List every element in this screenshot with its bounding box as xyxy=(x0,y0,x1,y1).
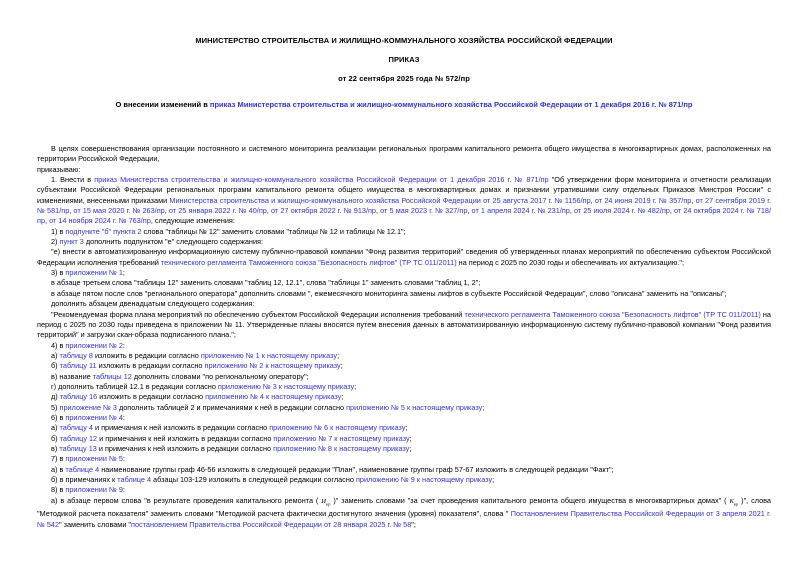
text-run: , следующие изменения: xyxy=(150,216,235,226)
text-run: )" заменить словами "за счет проведения капитального ремонта общего имущества в многоквартирных домах" ( xyxy=(330,495,730,505)
document-link[interactable]: таблицу 8 xyxy=(59,350,93,360)
text-run: 4) в xyxy=(51,340,66,350)
text-run: в) xyxy=(51,443,60,453)
paragraph xyxy=(37,237,771,247)
paragraph xyxy=(37,454,771,464)
text-run: на период с 2025 по 2030 годы и обеспечивать их актуализацию."; xyxy=(456,257,684,267)
document-link[interactable]: от 25 января 2022 г. № 40/пр xyxy=(168,206,267,216)
text-run: б) xyxy=(51,433,60,443)
document-link[interactable]: от 24 октября 2024 г. № 718/пр xyxy=(37,206,771,226)
paragraph xyxy=(37,372,771,382)
document-link[interactable]: приложению № 1 к настоящему приказу xyxy=(200,350,338,360)
text-run: в) название xyxy=(51,371,93,381)
paragraph xyxy=(37,299,771,309)
document-link[interactable]: Постановлением Правительства Российской Федерации от 3 апреля 2021 г. № 542 xyxy=(37,509,771,529)
paragraph xyxy=(37,247,771,268)
text-run: , xyxy=(569,206,574,216)
text-run: "е) внести в автоматизированную информационную систему публично-правовой компании "Фонд развития территорий" сведения об утвержденных планах мероприятий по обеспечению субъектом Российской Федерации исполнения требований xyxy=(37,247,771,267)
document-link[interactable]: от 14 ноября 2024 г. № 763/пр xyxy=(49,216,151,226)
document-link[interactable]: таблицы 12 xyxy=(92,371,132,381)
paragraph xyxy=(37,351,771,361)
text-run: 1) в xyxy=(51,226,66,236)
text-run: д) xyxy=(51,392,60,402)
text-run: "Рекомендуемая форма плана мероприятий по обеспечению субъектом Российской Федерации исполнения требований xyxy=(51,309,465,319)
text-run: изложить в редакции согласно xyxy=(96,361,205,371)
paragraph xyxy=(37,403,771,413)
text-run: В целях совершенствования организации постоянного и системного мониторинга реализации региональных программ капитального ремонта общего имущества в многоквартирных домах, расположенных на территории Российской Федерации, xyxy=(37,144,771,164)
paragraph xyxy=(37,434,771,444)
document-link[interactable]: приложению № 4 к настоящему приказу xyxy=(205,392,342,402)
text-run: дополнить таблицей 2 и примечаниями к ней в редакции согласно xyxy=(116,402,347,412)
text-run: : xyxy=(122,485,125,495)
text-run: " заменить словами " xyxy=(59,519,132,529)
text-run: в абзаце третьем слова "таблицы 12" заменить словами "таблиц 12, 12.1", слова "таблицы 1" заменить словами "таблиц 1, 2"; xyxy=(51,278,481,288)
document-link[interactable]: таблице 4 xyxy=(65,464,100,474)
text-run: О внесении изменений в xyxy=(115,100,210,109)
document-link[interactable]: от 25 июля 2024 г. № 482/пр xyxy=(574,206,670,216)
text-run: ; xyxy=(337,350,340,360)
document-link[interactable]: от 24 июня 2019 г. № 357/пр xyxy=(594,195,692,205)
text-run: , xyxy=(590,195,595,205)
document-link[interactable]: приложении № 2 xyxy=(65,340,123,350)
text-run: , xyxy=(164,206,169,216)
text-run: , xyxy=(669,206,675,216)
document-link[interactable]: таблицу 11 xyxy=(59,361,97,371)
inline-formula: $К_{кр}$ xyxy=(729,497,739,506)
text-run: 2) xyxy=(51,237,60,247)
paragraph xyxy=(37,444,771,454)
document-link[interactable]: приложению № 7 к настоящему приказу xyxy=(273,433,410,443)
paragraph xyxy=(37,413,771,423)
text-run: приказываю: xyxy=(37,164,81,174)
document-link[interactable]: постановлением Правительства Российской Федерации от 28 января 2025 г. № 58 xyxy=(131,519,412,529)
text-run: б) в примечаниях к xyxy=(51,475,118,484)
text-run: ; xyxy=(492,475,495,484)
text-run: 8) в xyxy=(51,485,66,495)
text-run: )", слова "Методикой расчета показателя" заменить словами "Методикой расчета фактически достигнутого значения (уровня) показателя", слова " xyxy=(37,495,771,519)
document-link[interactable]: приложении № 4 xyxy=(65,412,123,422)
paragraph xyxy=(37,341,771,351)
text-run: абзацы 103-129 изложить в следующей редакции согласно xyxy=(151,475,356,484)
text-run: изложить в редакции согласно xyxy=(92,350,201,360)
text-run: на период с 2025 по 2030 годы приведена в приложении № 11. Утвержденные планы вносятся путем внесения данных в автоматизированную информационную систему публично-правовой компании "Фонд развития территорий" и загрузки скан-образа подписанного плана."; xyxy=(37,309,771,340)
text-run: , xyxy=(266,206,271,216)
document-link[interactable]: приложении № 1 xyxy=(65,268,123,278)
paragraph xyxy=(37,423,771,433)
text-run: и примечания к ней изложить в редакции согласно xyxy=(92,423,270,433)
document-body xyxy=(37,144,771,530)
paragraph xyxy=(37,310,771,341)
document-link[interactable]: таблицу 4 xyxy=(59,423,93,433)
document-link[interactable]: пункт 3 xyxy=(59,237,84,247)
document-type-heading: ПРИКАЗ xyxy=(388,55,420,64)
text-run: г) дополнить таблицей 12.1 в редакции согласно xyxy=(51,381,218,391)
paragraph xyxy=(37,227,771,237)
document-link[interactable]: приложении № 9 xyxy=(65,485,123,495)
text-run: дополнить абзацем двенадцатым следующего содержания: xyxy=(51,299,255,309)
inline-formula: $И_{кр}$ xyxy=(321,497,331,506)
text-run: "Об утверждении форм мониторинга и отчетности реализации субъектами Российской Федерации региональных программ капитального ремонта общего имущества в многоквартирных домах и признании утратившими силу отдельных Приказов Минстроя России" с изменениями, внесенными приказами xyxy=(37,175,771,205)
paragraph xyxy=(37,278,771,288)
paragraph xyxy=(37,361,771,371)
text-run: ; xyxy=(122,268,125,278)
text-run: а) в xyxy=(51,464,66,474)
text-run: : xyxy=(122,412,125,422)
document-link[interactable]: Министерства строительства и жилищно-коммунального хозяйства Российской Федерации от 25 августа 2017 г. № 1156/пр xyxy=(169,195,591,205)
document-link[interactable]: от 5 мая 2023 г. № 327/пр xyxy=(380,206,468,216)
paragraph xyxy=(37,485,771,495)
document-link[interactable]: приложению № 2 к настоящему приказу xyxy=(204,361,341,371)
document-link[interactable]: приложении № 5 xyxy=(65,454,123,464)
text-run: слова "таблицы № 12" заменить словами "таблицы № 12 и таблицы № 12.1"; xyxy=(141,226,406,236)
paragraph xyxy=(37,496,771,530)
document-link[interactable]: подпункте "б" пункта 2 xyxy=(65,226,142,236)
text-run: дополнить подпунктом "е" следующего содержания: xyxy=(83,237,263,247)
text-run: изложить в редакции согласно xyxy=(97,392,206,402)
text-run: "; xyxy=(411,519,416,529)
document-link[interactable]: приложению № 3 к настоящему приказу xyxy=(217,381,355,391)
text-run: а) xyxy=(51,423,60,433)
document-link[interactable]: от 27 сентября 2019 г. № 581/пр xyxy=(37,195,771,216)
text-run: а) xyxy=(51,350,60,360)
text-run: 3) в xyxy=(51,268,66,278)
document-link[interactable]: приложению № 5 к настоящему приказу xyxy=(346,402,483,412)
text-run: в абзаце пятом после слов "регионального оператора" дополнить словами ", ежемесячного мониторинга замены лифтов в субъекте Российской Федерации", слово "описана" заменить на "описаны"; xyxy=(51,288,727,298)
text-run: и примечания к ней изложить в редакции согласно xyxy=(96,443,274,453)
paragraph xyxy=(37,268,771,278)
text-run: 5) xyxy=(51,402,60,412)
text-run: , xyxy=(45,216,50,226)
ministry-name: МИНИСТЕРСТВО СТРОИТЕЛЬСТВА И ЖИЛИЩНО-КОММУНАЛЬНОГО ХОЗЯЙСТВА РОССИЙСКОЙ ФЕДЕРАЦИИ xyxy=(195,36,613,45)
paragraph xyxy=(37,475,771,485)
text-run: ; xyxy=(341,392,344,402)
document-link[interactable]: приказ Министерства строительства и жилищно-коммунального хозяйства Российской Федерации от 1 декабря 2016 г. № 871/пр xyxy=(94,175,549,185)
text-run: ; xyxy=(409,433,412,443)
paragraph xyxy=(37,175,771,227)
document-date-number: от 22 сентября 2025 года № 572/пр xyxy=(338,74,470,83)
text-run: , xyxy=(691,195,696,205)
text-run: 1. Внести в xyxy=(51,175,95,185)
text-run: , xyxy=(467,206,472,216)
paragraph xyxy=(37,289,771,299)
text-run: б) xyxy=(51,361,60,371)
document-link[interactable]: от 1 апреля 2024 г. № 231/пр xyxy=(471,206,570,216)
text-run: и примечания к ней изложить в редакции согласно xyxy=(97,433,274,443)
document-link[interactable]: таблицу 16 xyxy=(59,392,98,402)
text-run: дополнить словами "по региональному оператору"; xyxy=(131,371,309,381)
text-run: ; xyxy=(482,402,485,412)
document-link[interactable]: технического регламента Таможенного союза "Безопасность лифтов" (ТР ТС 011/2011) xyxy=(464,309,761,319)
text-run: 7) в xyxy=(51,454,66,464)
document-link[interactable]: приложению № 8 к настоящему приказу xyxy=(273,443,410,453)
text-run: ; xyxy=(354,381,357,391)
text-run: ; xyxy=(405,423,408,433)
paragraph xyxy=(37,165,771,175)
document-link[interactable]: приложение № 3 xyxy=(59,402,117,412)
text-run: : xyxy=(122,454,125,464)
paragraph xyxy=(37,465,771,475)
document-link[interactable]: от 15 мая 2020 г. № 263/пр xyxy=(73,206,165,216)
document-link[interactable]: приказ Министерства строительства и жилищно-коммунального хозяйства Российской Федерации от 1 декабря 2016 г. № 871/пр xyxy=(209,100,693,109)
document-link[interactable]: технического регламента Таможенного союза "Безопасность лифтов" (ТР ТС 011/2011) xyxy=(160,257,457,267)
paragraph xyxy=(37,144,771,165)
document-link[interactable]: приложению № 9 к настоящему приказу xyxy=(355,475,493,484)
text-run: наименование группы граф 46-56 изложить в следующей редакции "План", наименование группы граф 57-67 изложить в следующей редакции "Факт"; xyxy=(99,464,614,474)
document-link[interactable]: таблицу 12 xyxy=(59,433,98,443)
document-link[interactable]: приложению № 6 к настоящему приказу xyxy=(269,423,406,433)
document-title xyxy=(37,100,771,110)
text-run: : xyxy=(122,340,125,350)
text-run: ; xyxy=(340,361,343,371)
text-run: , xyxy=(376,206,381,216)
document-link[interactable]: таблице 4 xyxy=(117,475,152,484)
document-link[interactable]: от 27 октября 2022 г. № 913/пр xyxy=(271,206,376,216)
document-link[interactable]: таблицу 13 xyxy=(59,443,97,453)
paragraph xyxy=(37,382,771,392)
paragraph xyxy=(37,392,771,402)
text-run: , xyxy=(69,206,74,216)
text-run: а) в абзаце первом слова "в результате проведения капитального ремонта ( xyxy=(51,495,322,505)
text-run: ; xyxy=(409,443,412,453)
text-run: 6) в xyxy=(51,412,66,422)
